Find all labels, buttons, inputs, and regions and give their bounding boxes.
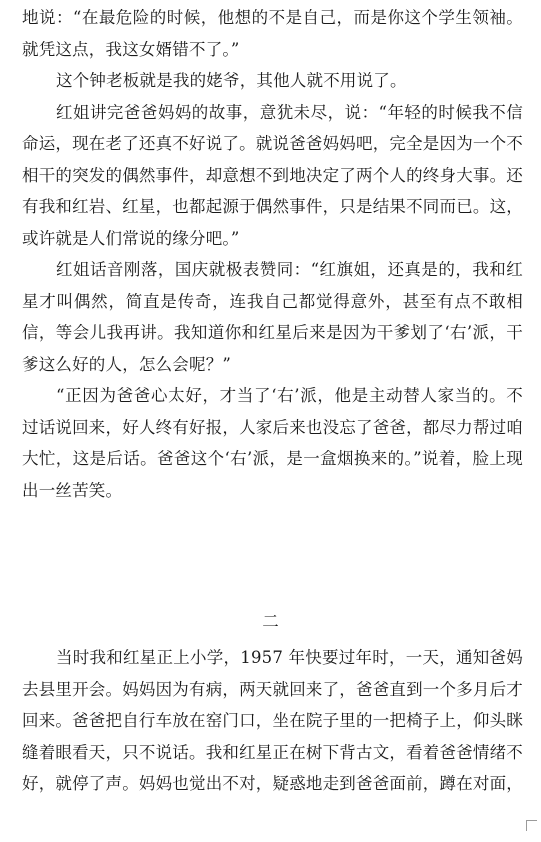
section-heading: 二 (262, 612, 279, 631)
paragraph-2: 这个钟老板就是我的姥爷，其他人就不用说了。 (56, 71, 407, 90)
text-block (0, 2, 541, 506)
text-block-2 (0, 642, 541, 800)
paragraph-3: 红姐讲完爸爸妈妈的故事，意犹未尽，说：“年轻的时候我不信命运，现在老了还真不好说了。就说爸爸妈妈吧，完全是因为一个不相干的突发的偶然事件，却意想不到地决定了两个人的终身大事。还有我和红岩、红星，也都起源于偶然事件，只是结果不同而已。这，或许就是人们常说的缘分吧。” (22, 102, 523, 248)
paragraph-4: 红姐话音刚落，国庆就极表赞同：“红旗姐，还真是的，我和红星才叫偶然，简直是传奇，连我自己都觉得意外，甚至有点不敢相信，等会儿我再讲。我知道你和红星后来是因为干爹划了‘右’派，干爹这么好的人，怎么会呢？” (22, 260, 523, 374)
page-corner-mark (526, 820, 537, 831)
paragraph-5: “正因为爸爸心太好，才当了‘右’派，他是主动替人家当的。不过话说回来，好人终有好报，人家后来也没忘了爸爸，都尽力帮过咱大忙，这是后话。爸爸这个‘右’派，是一盒烟换来的。”说着，脸上现出一丝苦笑。 (22, 386, 523, 500)
paragraph-6: 当时我和红星正上小学，1957 年快要过年时，一天，通知爸妈去县里开会。妈妈因为有病，两天就回来了，爸爸直到一个多月后才回来。爸爸把自行车放在窑门口，坐在院子里的一把椅子上，仰头眯缝着眼看天，只不说话。我和红星正在树下背古文，看着爸爸情绪不好，就停了声。妈妈也觉出不对，疑惑地走到爸爸面前，蹲在对面， (22, 648, 523, 793)
paragraph-1: 地说：“在最危险的时候，他想的不是自己，而是你这个学生领袖。就凭这点，我这女婿错不了。” (22, 8, 523, 59)
